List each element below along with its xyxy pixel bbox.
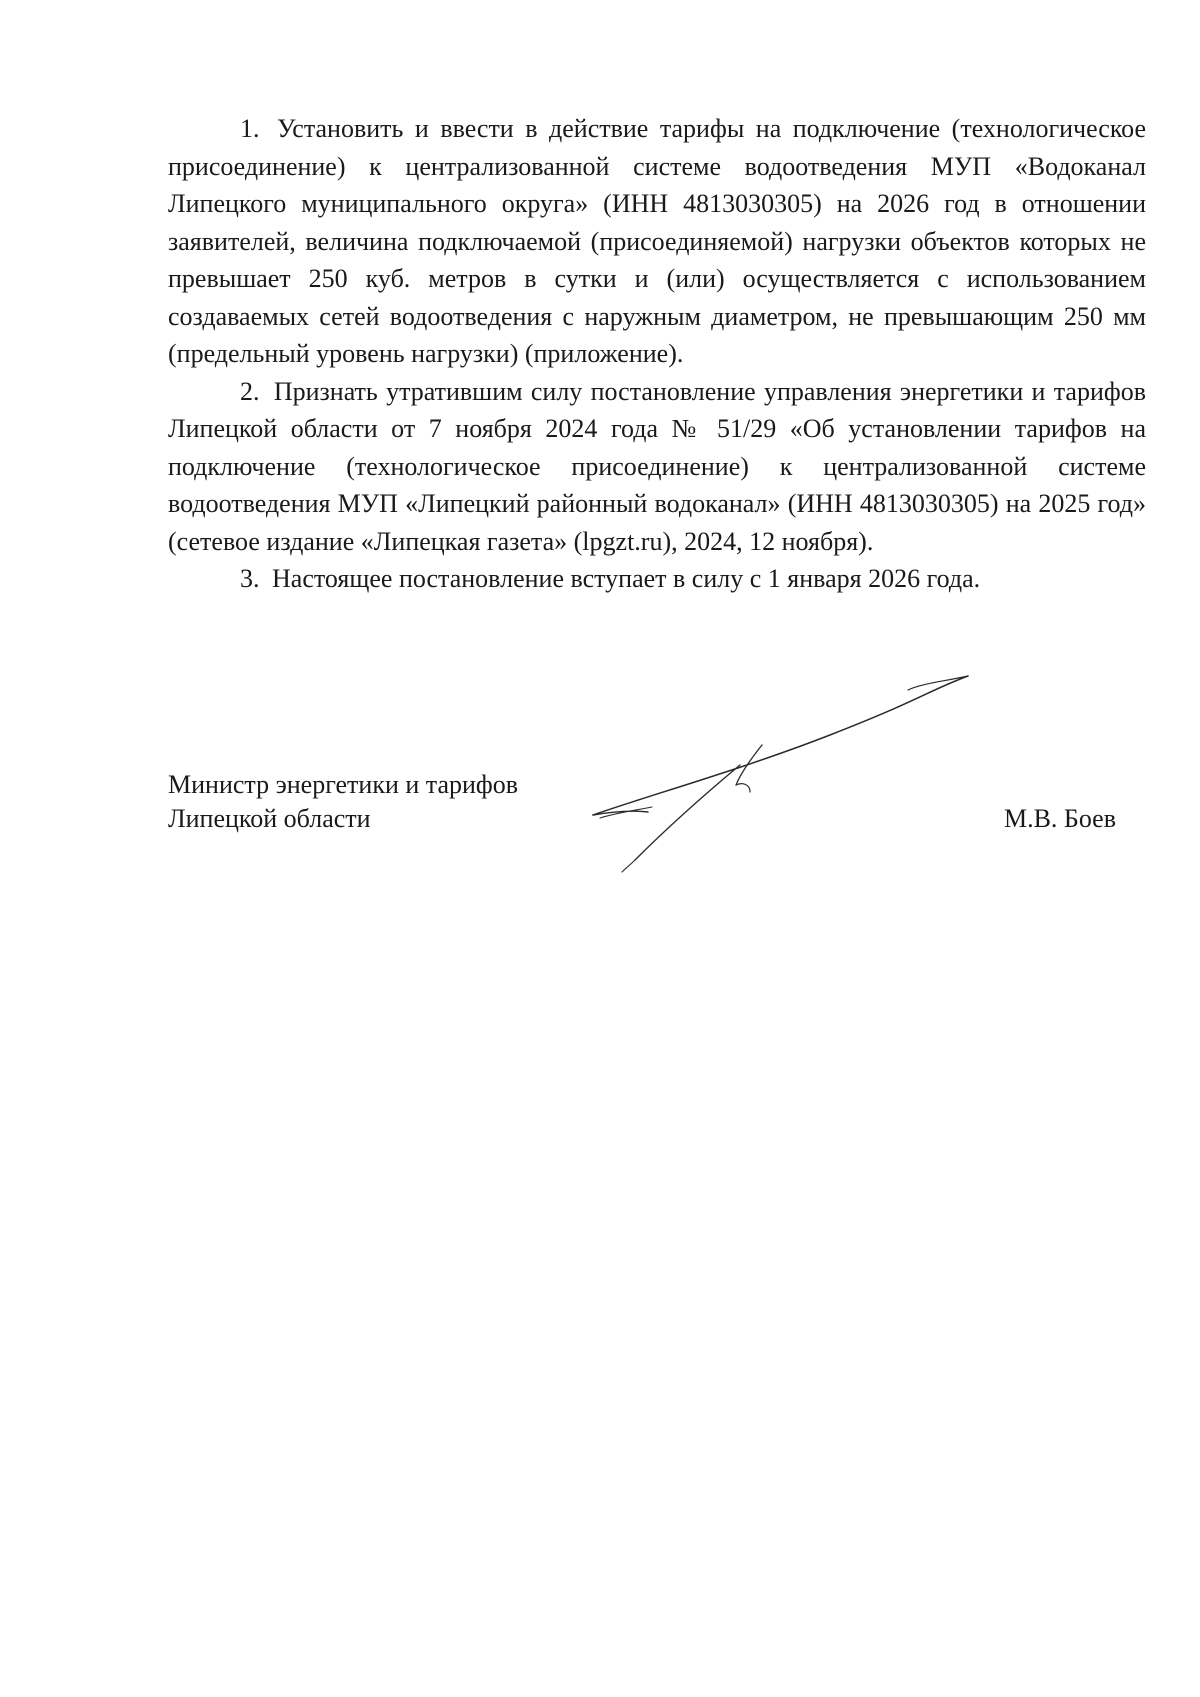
paragraph-number: 2.	[240, 376, 260, 406]
paragraph-text: Признать утратившим силу постановление управления энергетики и тарифов Липецкой области от 7 ноября 2024 года № 51/29 «Об установлении тарифов на подключение (технологическое присоединение) к централизованной системе водоотведения МУП «Липецкий районный водоканал» (ИНН 4813030305) на 2025 год» (сетевое издание «Липецкая газета» (lpgzt.ru), 2024, 12 ноября).	[168, 376, 1147, 556]
signatory-position	[168, 768, 518, 836]
document-body	[168, 110, 1146, 598]
signatory-position-line1: Министр энергетики и тарифов	[168, 770, 519, 799]
paragraph-1	[168, 110, 1146, 373]
paragraph-text: Настоящее постановление вступает в силу с 1 января 2026 года.	[272, 564, 981, 593]
handwritten-signature	[590, 660, 990, 880]
paragraph-3	[168, 560, 1146, 598]
paragraph-text: Установить и ввести в действие тарифы на подключение (технологическое присоединение) к централизованной системе водоотведения МУП «Водоканал Липецкого муниципального округа» (ИНН 4813030305) на 2026 год в отношении заявителей, величина подключаемой (присоединяемой) нагрузки объектов которых не превышает 250 куб. метров в сутки и (или) осуществляется с использованием создаваемых сетей водоотведения с наружным диаметром, не превышающим 250 мм (предельный уровень нагрузки) (приложение).	[168, 114, 1147, 368]
signatory-name: М.В. Боев	[1003, 804, 1116, 833]
paragraph-number: 3.	[240, 564, 260, 593]
paragraph-number: 1.	[240, 114, 260, 143]
signatory-position-line2: Липецкой области	[168, 804, 371, 833]
paragraph-2	[168, 373, 1146, 561]
